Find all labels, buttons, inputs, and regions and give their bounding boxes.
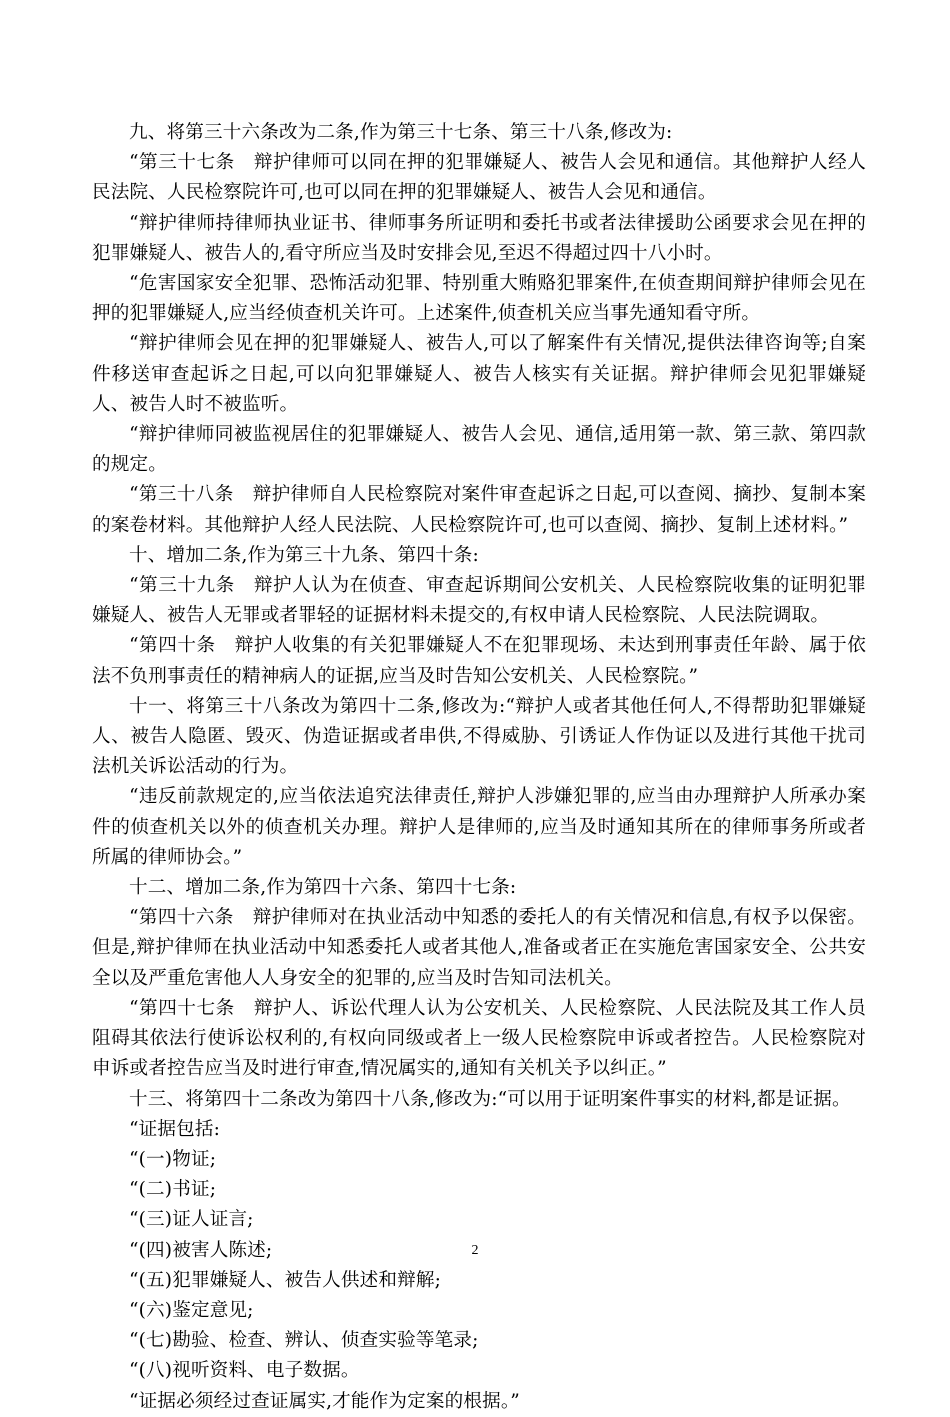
paragraph-evidence-7: “(七)勘验、检查、辨认、侦查实验等笔录; [129,1330,479,1352]
paragraph-legal-liability: “违反前款规定的,应当依法追究法律责任,辩护人涉嫌犯罪的,应当由办理辩护人所承办案件的侦查机关以外的侦查机关办理。辩护人是律师的,应当及时通知其所在的律师事务所或者所属的律师协会。” [92,786,866,868]
paragraph-item-ten: 十、增加二条,作为第三十九条、第四十条: [129,544,479,566]
paragraph-evidence-4: “(四)被害人陈述; [129,1239,273,1261]
paragraph-lawyer-meeting: “辩护律师持律师执业证书、律师事务所证明和委托书或者法律援助公函要求会见在押的犯罪嫌疑人、被告人的,看守所应当及时安排会见,至迟不得超过四十八小时。 [92,212,866,264]
paragraph-article-37: “第三十七条 辩护律师可以同在押的犯罪嫌疑人、被告人会见和通信。其他辩护人经人民法院、人民检察院许可,也可以同在押的犯罪嫌疑人、被告人会见和通信。 [92,152,866,204]
paragraph-evidence-8: “(八)视听资料、电子数据。 [129,1360,360,1382]
paragraph-residential-surveillance: “辩护律师同被监视居住的犯罪嫌疑人、被告人会见、通信,适用第一款、第三款、第四款的规定。 [92,424,866,476]
paragraph-article-46: “第四十六条 辩护律师对在执业活动中知悉的委托人的有关情况和信息,有权予以保密。但是,辩护律师在执业活动中知悉委托人或者其他人,准备或者正在实施危害国家安全、公共安全以及严重危害他人人身安全的犯罪的,应当及时告知司法机关。 [92,907,866,989]
paragraph-evidence-6: “(六)鉴定意见; [129,1299,254,1321]
paragraph-article-40: “第四十条 辩护人收集的有关犯罪嫌疑人不在犯罪现场、未达到刑事责任年龄、属于依法不负刑事责任的精神病人的证据,应当及时告知公安机关、人民检察院。” [92,635,866,687]
paragraph-article-47: “第四十七条 辩护人、诉讼代理人认为公安机关、人民检察院、人民法院及其工作人员阻碍其依法行使诉讼权利的,有权向同级或者上一级人民检察院申诉或者控告。人民检察院对申诉或者控告应当及时进行审查,情况属实的,通知有关机关予以纠正。” [92,997,866,1080]
paragraph-meeting-content: “辩护律师会见在押的犯罪嫌疑人、被告人,可以了解案件有关情况,提供法律咨询等;自案件移送审查起诉之日起,可以向犯罪嫌疑人、被告人核实有关证据。辩护律师会见犯罪嫌疑人、被告人时不被监听。 [92,333,866,415]
document-body [92,118,866,1417]
paragraph-evidence-verification: “证据必须经过查证属实,才能作为定案的根据。” [129,1390,520,1412]
paragraph-article-39: “第三十九条 辩护人认为在侦查、审查起诉期间公安机关、人民检察院收集的证明犯罪嫌疑人、被告人无罪或者罪轻的证据材料未提交的,有权申请人民检察院、人民法院调取。 [92,575,866,627]
paragraph-evidence-1: “(一)物证; [129,1148,217,1170]
paragraph-evidence-includes: “证据包括: [129,1118,221,1140]
paragraph-article-38: “第三十八条 辩护律师自人民检察院对案件审查起诉之日起,可以查阅、摘抄、复制本案的案卷材料。其他辩护人经人民法院、人民检察院许可,也可以查阅、摘抄、复制上述材料。” [92,484,866,536]
paragraph-item-twelve: 十二、增加二条,作为第四十六条、第四十七条: [129,877,517,899]
paragraph-item-nine: 九、将第三十六条改为二条,作为第三十七条、第三十八条,修改为: [129,122,673,143]
paragraph-evidence-5: “(五)犯罪嫌疑人、被告人供述和辩解; [129,1269,442,1291]
paragraph-national-security: “危害国家安全犯罪、恐怖活动犯罪、特别重大贿赂犯罪案件,在侦查期间辩护律师会见在押的犯罪嫌疑人,应当经侦查机关许可。上述案件,侦查机关应当事先通知看守所。 [92,273,866,325]
paragraph-evidence-3: “(三)证人证言; [129,1209,254,1231]
page-number: 2 [471,1243,479,1258]
paragraph-item-thirteen: 十三、将第四十二条改为第四十八条,修改为:“可以用于证明案件事实的材料,都是证据。 [129,1088,851,1110]
paragraph-evidence-2: “(二)书证; [129,1179,217,1201]
paragraph-item-eleven: 十一、将第三十八条改为第四十二条,修改为:“辩护人或者其他任何人,不得帮助犯罪嫌疑人、被告人隐匿、毁灭、伪造证据或者串供,不得威胁、引诱证人作伪证以及进行其他干扰司法机关诉讼活动的行为。 [92,695,866,778]
